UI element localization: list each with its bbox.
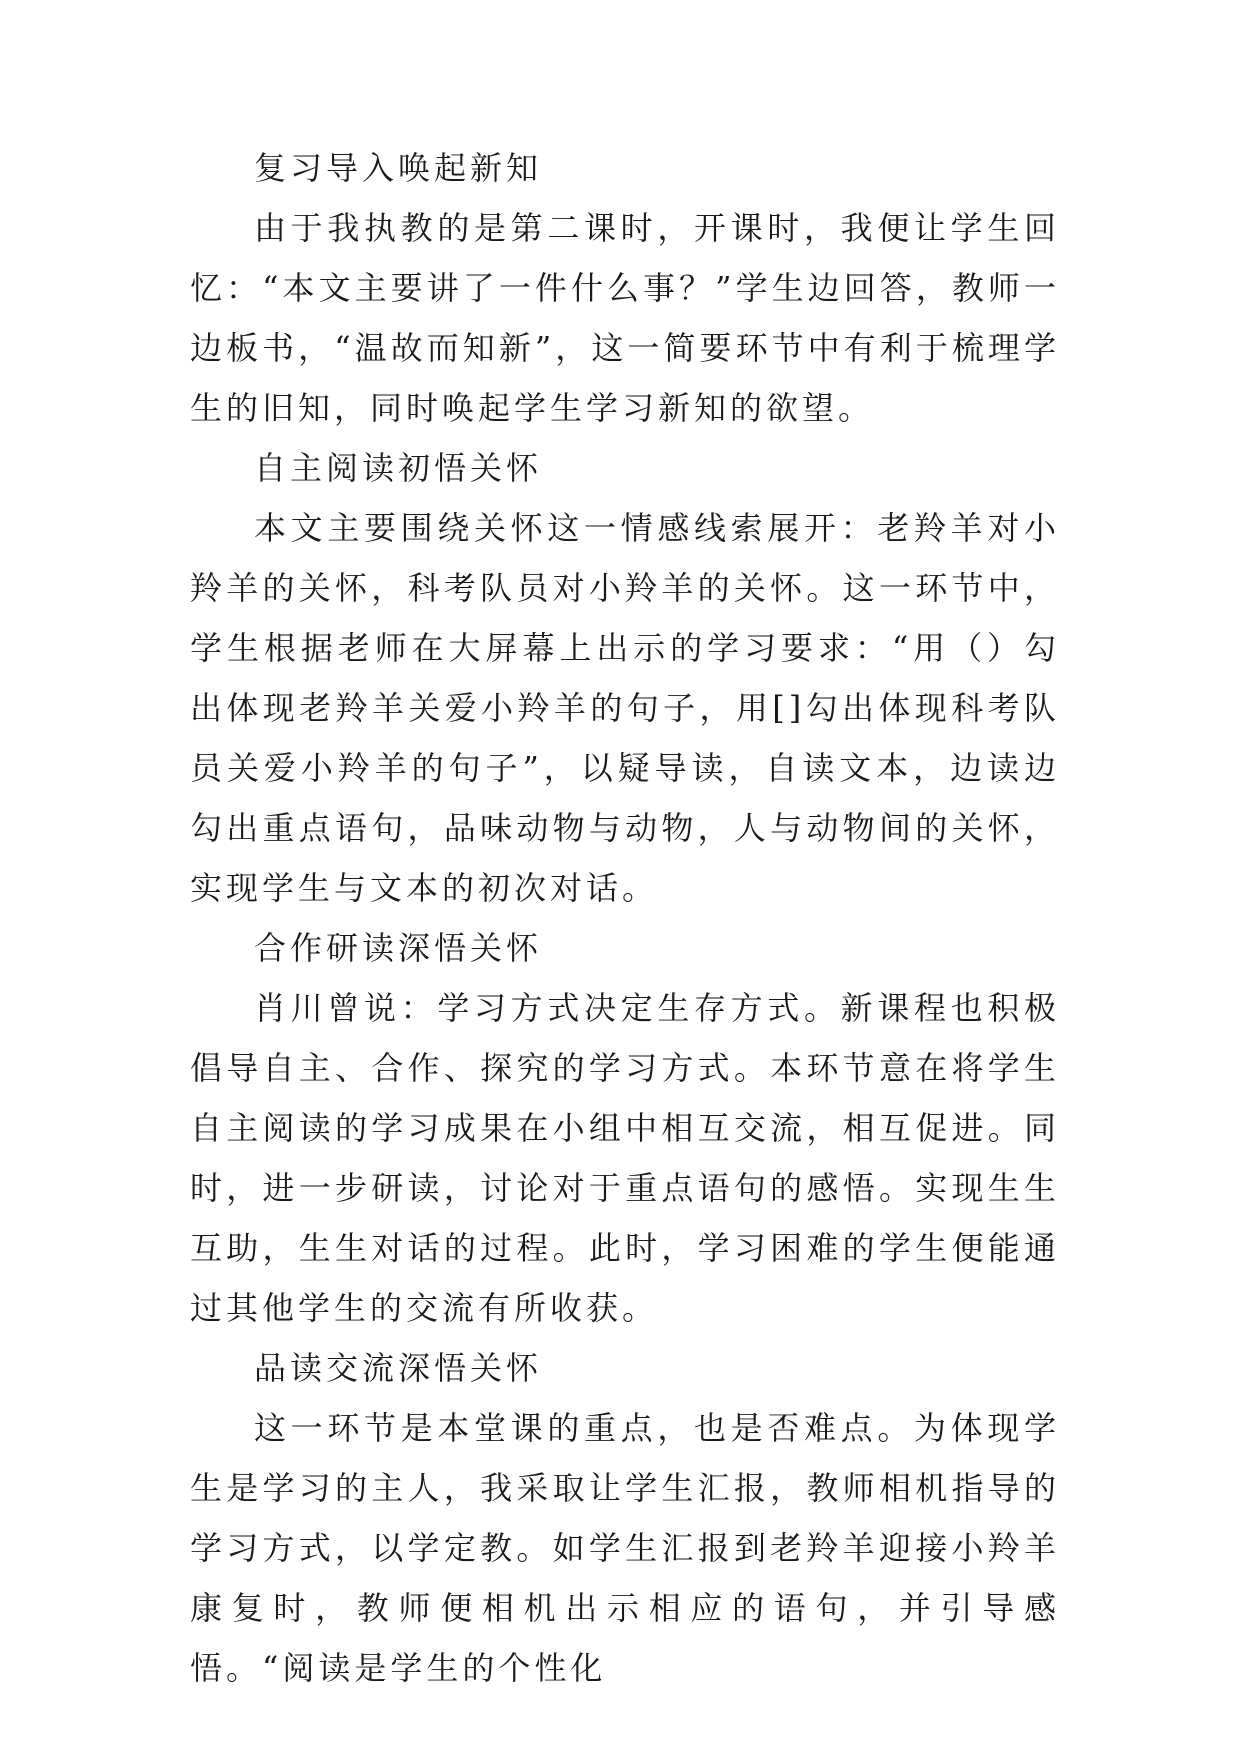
section-heading-self-reading: 自主阅读初悟关怀 [254, 449, 543, 487]
section-heading-discussion: 品读交流深悟关怀 [254, 1349, 543, 1387]
section-paragraph-discussion: 这一环节是本堂课的重点，也是否难点。为体现学生是学习的主人，我采取让学生汇报，教师相机指导的学习方式，以学定教。如学生汇报到老羚羊迎接小羚羊康复时，教师便相机出示相应的语句，并引导感悟。“阅读是学生的个性化 [190, 1409, 1060, 1687]
section-heading-review: 复习导入唤起新知 [254, 149, 543, 187]
section-paragraph-review: 由于我执教的是第二课时，开课时，我便让学生回忆：“本文主要讲了一件什么事？”学生边回答，教师一边板书，“温故而知新”，这一简要环节中有利于梳理学生的旧知，同时唤起学生学习新知的欲望。 [190, 209, 1060, 427]
document-page [190, 138, 1060, 1698]
section-heading-cooperative-reading: 合作研读深悟关怀 [254, 929, 543, 967]
section-paragraph-self-reading: 本文主要围绕关怀这一情感线索展开：老羚羊对小羚羊的关怀，科考队员对小羚羊的关怀。这一环节中，学生根据老师在大屏幕上出示的学习要求：“用（）勾出体现老羚羊关爱小羚羊的句子，用[]勾出体现科考队员关爱小羚羊的句子”，以疑导读，自读文本，边读边勾出重点语句，品味动物与动物，人与动物间的关怀，实现学生与文本的初次对话。 [190, 509, 1060, 907]
section-paragraph-cooperative-reading: 肖川曾说：学习方式决定生存方式。新课程也积极倡导自主、合作、探究的学习方式。本环节意在将学生自主阅读的学习成果在小组中相互交流，相互促进。同时，进一步研读，讨论对于重点语句的感悟。实现生生互助，生生对话的过程。此时，学习困难的学生便能通过其他学生的交流有所收获。 [190, 989, 1060, 1327]
